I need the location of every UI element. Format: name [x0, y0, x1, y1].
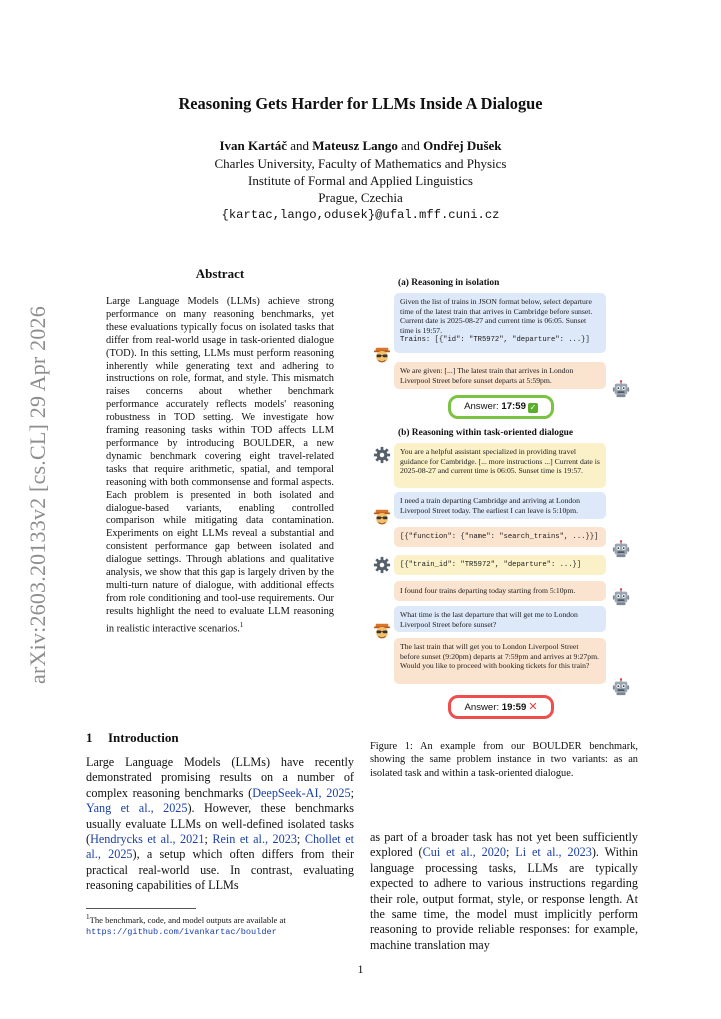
author-list: Ivan Kartáč and Mateusz Lango and Ondřej Dušek	[219, 138, 502, 153]
subfigure-label-a: (a) Reasoning in isolation	[398, 278, 500, 288]
system-message: You are a helpful assistant specialized in providing travel guidance for Cambridge. [... more instructions ...] Current date is 2025-08-27 and current time is 06:05. Sunset time is 19:57.	[394, 443, 606, 488]
citation-link[interactable]: Li et al., 2023	[515, 845, 592, 860]
cross-icon: ✕	[528, 701, 538, 713]
assistant-message: The last train that will get you to London Liverpool Street before sunset (9:20pm) departs at 7:59pm and arrives at 9:27pm. Would you like to proceed with booking tickets for this train?	[394, 638, 606, 684]
author-name: Mateusz Lango	[312, 138, 398, 153]
intro-paragraph: Large Language Models (LLMs) have recently demonstrated promising results on a number of complex reasoning benchmarks (DeepSeek-AI, 2025; Yang et al., 2025). However, these benchmarks usually evaluate LLMs on well-defined isolated tasks (Hendrycks et al., 2021; Rein et al., 2023; Chollet et al., 2025), a setup which often differs from their practical real-world use. In contrast, evaluating reasoning capabilities of LLMs	[86, 755, 355, 893]
figure-1	[370, 276, 638, 716]
affiliation-line: Prague, Czechia	[318, 190, 403, 205]
author-email: {kartac,lango,odusek}@ufal.mff.cuni.cz	[221, 208, 500, 222]
affiliation-line: Charles University, Faculty of Mathematics and Physics	[214, 156, 507, 171]
paper-title: Reasoning Gets Harder for LLMs Inside A Dialogue	[178, 94, 543, 113]
citation-link[interactable]: Yang et al., 2025	[86, 801, 188, 816]
function-call-message: [{"function": {"name": "search_trains", ...}}]	[394, 527, 606, 547]
assistant-message: We are given: [...] The latest train that arrives in London Liverpool Street before sunset departs at 5:59pm.	[394, 362, 606, 389]
repository-link[interactable]: https://github.com/ivankartac/boulder	[86, 926, 277, 937]
user-avatar-icon	[373, 346, 391, 364]
user-avatar-icon	[373, 622, 391, 640]
gear-icon	[373, 556, 391, 574]
robot-icon	[612, 678, 630, 696]
user-message: What time is the last departure that will get me to London Liverpool Street before sunset?	[394, 606, 606, 632]
citation-link[interactable]: Hendrycks et al., 2021	[90, 832, 205, 847]
page-number: 1	[357, 962, 364, 976]
abstract-text: Large Language Models (LLMs) achieve strong performance on many reasoning benchmarks, yet these evaluations typically focus on isolated tasks that differ from real-world usage in task-oriented dialogue (TOD). In this setting, LLMs must perform reasoning inherently while generating text and adhering to instructions on role, format, and style. This mismatch raises concerns about whether benchmark performance accurately reflects models' reasoning robustness in TOD setting. We investigate how framing reasoning tasks within TOD affects LLM performance by introducing BOULDER, a new dynamic benchmark covering eight travel-related tasks that require arithmetic, spatial, and temporal reasoning with both commonsense and formal aspects. Each problem is presented in both isolated and dialogue-based variants, enabling controlled comparison while mitigating data contamination. Experiments on eight LLMs reveal a substantial and consistent performance gap between isolated and dialogue settings. Through ablations and qualitative analysis, we show that this gap is largely driven by the multi-turn nature of dialogue, with additional effects from role conditioning and tool-use requirements. Our results highlight the need to evaluate LLM reasoning in realistic interactive scenarios.$^1$	[106, 296, 334, 635]
section-heading: 1 Introduction	[86, 730, 179, 745]
author-name: Ivan Kartáč	[219, 138, 287, 153]
robot-icon	[612, 540, 630, 558]
abstract-heading: Abstract	[195, 266, 245, 281]
robot-icon	[612, 588, 630, 606]
footnote-rule	[86, 908, 196, 909]
arxiv-id: arXiv:2603.20133v2 [cs.CL] 29 Apr 2026	[25, 306, 50, 684]
user-message: I need a train departing Cambridge and arriving at London Liverpool Street today. The earliest I can leave is 5:10pm.	[394, 492, 606, 519]
author-name: Ondřej Dušek	[423, 138, 502, 153]
citation-link[interactable]: Cui et al., 2020	[422, 845, 506, 860]
answer-correct-badge: Answer: 17:59 ✓	[448, 395, 554, 419]
user-message: Given the list of trains in JSON format below, select departure time of the latest train that arrives in Cambridge before sunset. Current date is 2025-08-27 and current time is 06:05. Sunset time is 19:57. Trains: [{"id": "TR5972", "departure": ...}]	[394, 293, 606, 353]
footnote: $^1$The benchmark, code, and model outputs are available at https://github.com/ivankartac/boulder	[86, 913, 286, 937]
citation-link[interactable]: Chollet et al., 2025	[86, 832, 354, 862]
assistant-message: I found four trains departing today starting from 5:10pm.	[394, 581, 606, 601]
citation-link[interactable]: DeepSeek-AI, 2025	[252, 785, 351, 800]
footnote-marker[interactable]: 1	[239, 620, 244, 629]
figure-caption: Figure 1: An example from our BOULDER benchmark, showing the same problem instance in two variants: as an isolated task and within a task-oriented dialogue.	[370, 741, 638, 779]
body-paragraph: as part of a broader task has not yet been sufficiently explored (Cui et al., 2020; Li et al., 2023). Within language processing tasks, LLMs are typically expected to adhere to various instructions regarding their role, output format, style, or response length. At the same time, the model must implicitly perform reasoning to provide reliable responses: for example, machine translation may	[370, 830, 639, 952]
gear-icon	[373, 446, 391, 464]
arxiv-stamp	[18, 295, 58, 695]
subfigure-label-b: (b) Reasoning within task-oriented dialogue	[398, 428, 574, 438]
answer-wrong-badge: Answer: 19:59 ✕	[448, 695, 554, 719]
check-icon: ✓	[529, 403, 537, 412]
tool-result-message: [{"train_id": "TR5972", "departure": ...}]	[394, 555, 606, 575]
affiliation-line: Institute of Formal and Applied Linguistics	[248, 173, 473, 188]
robot-icon	[612, 380, 630, 398]
citation-link[interactable]: Rein et al., 2023	[212, 832, 297, 847]
user-avatar-icon	[373, 508, 391, 526]
